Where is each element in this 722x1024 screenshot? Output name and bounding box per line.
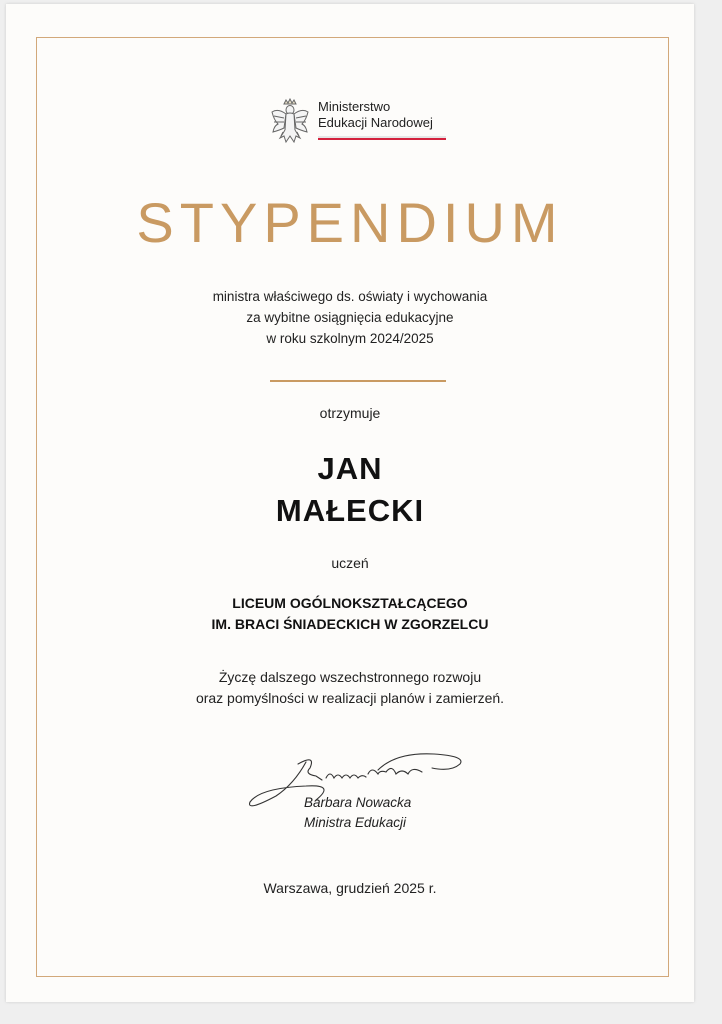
recipient-first-name: JAN [317, 451, 383, 486]
certificate-sheet [6, 4, 694, 1002]
place-and-date: Warszawa, grudzień 2025 r. [263, 880, 437, 896]
wishes-line: Życzę dalszego wszechstronnego rozwoju [218, 669, 482, 685]
recipient-name [6, 448, 694, 532]
subtitle-line: w roku szkolnym 2024/2025 [266, 331, 434, 346]
subtitle-line: ministra właściwego ds. oświaty i wychowania [212, 289, 488, 304]
signatory-title: Ministra Edukacji [304, 815, 407, 830]
wishes-line: oraz pomyślności w realizacji planów i zamierzeń. [195, 690, 505, 706]
wishes-text [6, 667, 694, 709]
school-name [6, 593, 694, 635]
school-name-line: IM. BRACI ŚNIADECKICH W ZGORZELCU [211, 616, 489, 632]
certificate-title: STYPENDIUM [136, 191, 564, 254]
recipient-role: uczeń [331, 555, 369, 571]
gold-divider [270, 380, 446, 382]
subtitle-line: za wybitne osiągnięcia edukacyjne [246, 310, 454, 325]
school-name-line: LICEUM OGÓLNOKSZTAŁCĄCEGO [232, 595, 468, 611]
ministry-logo [268, 98, 458, 148]
signatory [304, 793, 411, 833]
ministry-name [318, 99, 433, 131]
certificate-subtitle [6, 286, 694, 349]
ministry-name-line1: Ministerstwo [318, 99, 391, 114]
ministry-name-line2: Edukacji Narodowej [318, 115, 433, 130]
polish-eagle-icon [268, 98, 312, 148]
receives-label: otrzymuje [319, 405, 381, 421]
flag-red-stripe [318, 138, 446, 140]
recipient-last-name: MAŁECKI [275, 493, 425, 528]
signatory-name: Barbara Nowacka [304, 795, 412, 810]
